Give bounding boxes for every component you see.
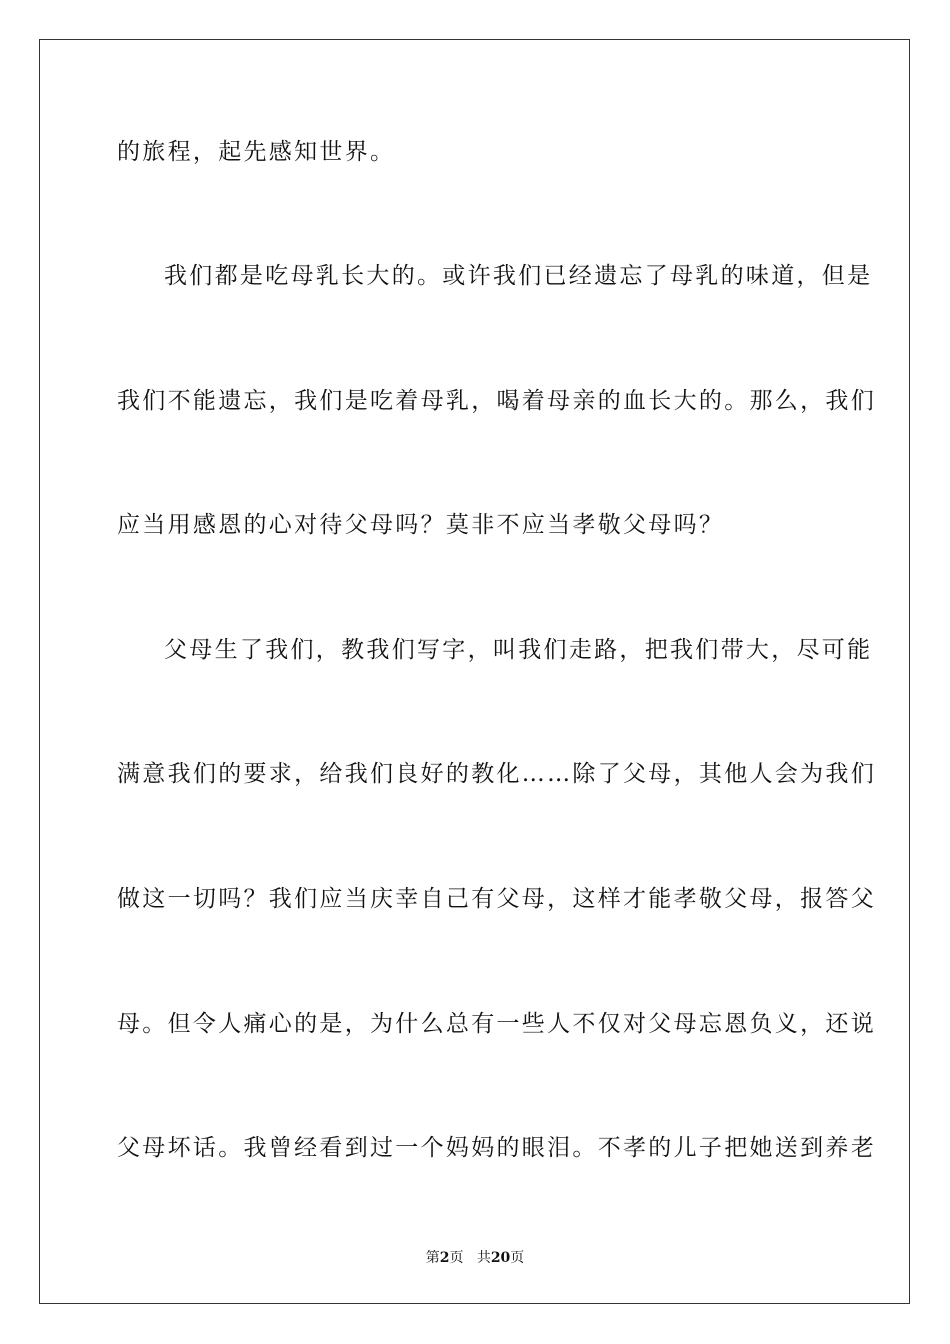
text-line: 我们都是吃母乳长大的。或许我们已经遗忘了母乳的味道，但是 — [164, 263, 873, 289]
text-line: 父母生了我们，教我们写字，叫我们走路，把我们带大，尽可能 — [164, 637, 873, 663]
page-number-suffix: 页 — [449, 1250, 464, 1266]
text-line: 满意我们的要求，给我们良好的教化……除了父母，其他人会为我们 — [117, 761, 876, 787]
text-line: 做这一切吗？我们应当庆幸自己有父母，这样才能孝敬父母，报答父 — [117, 886, 876, 912]
text-line: 父母坏话。我曾经看到过一个妈妈的眼泪。不孝的儿子把她送到养老 — [117, 1135, 876, 1161]
page-border — [39, 39, 910, 1304]
text-line: 的旅程，起先感知世界。 — [117, 139, 396, 165]
text-line: 应当用感恩的心对待父母吗？莫非不应当孝敬父母吗？ — [117, 512, 725, 538]
page-total: 20 — [490, 1250, 511, 1266]
text-line: 我们不能遗忘，我们是吃着母乳，喝着母亲的血长大的。那么，我们 — [117, 388, 876, 414]
page-total-suffix: 页 — [510, 1250, 525, 1266]
page-total-prefix: 共 — [476, 1250, 491, 1266]
text-line: 母。但令人痛心的是，为什么总有一些人不仅对父母忘恩负义，还说 — [117, 1011, 876, 1037]
page-number: 2 — [439, 1250, 450, 1266]
page-number-prefix: 第 — [425, 1250, 440, 1266]
page-footer — [0, 1247, 950, 1267]
